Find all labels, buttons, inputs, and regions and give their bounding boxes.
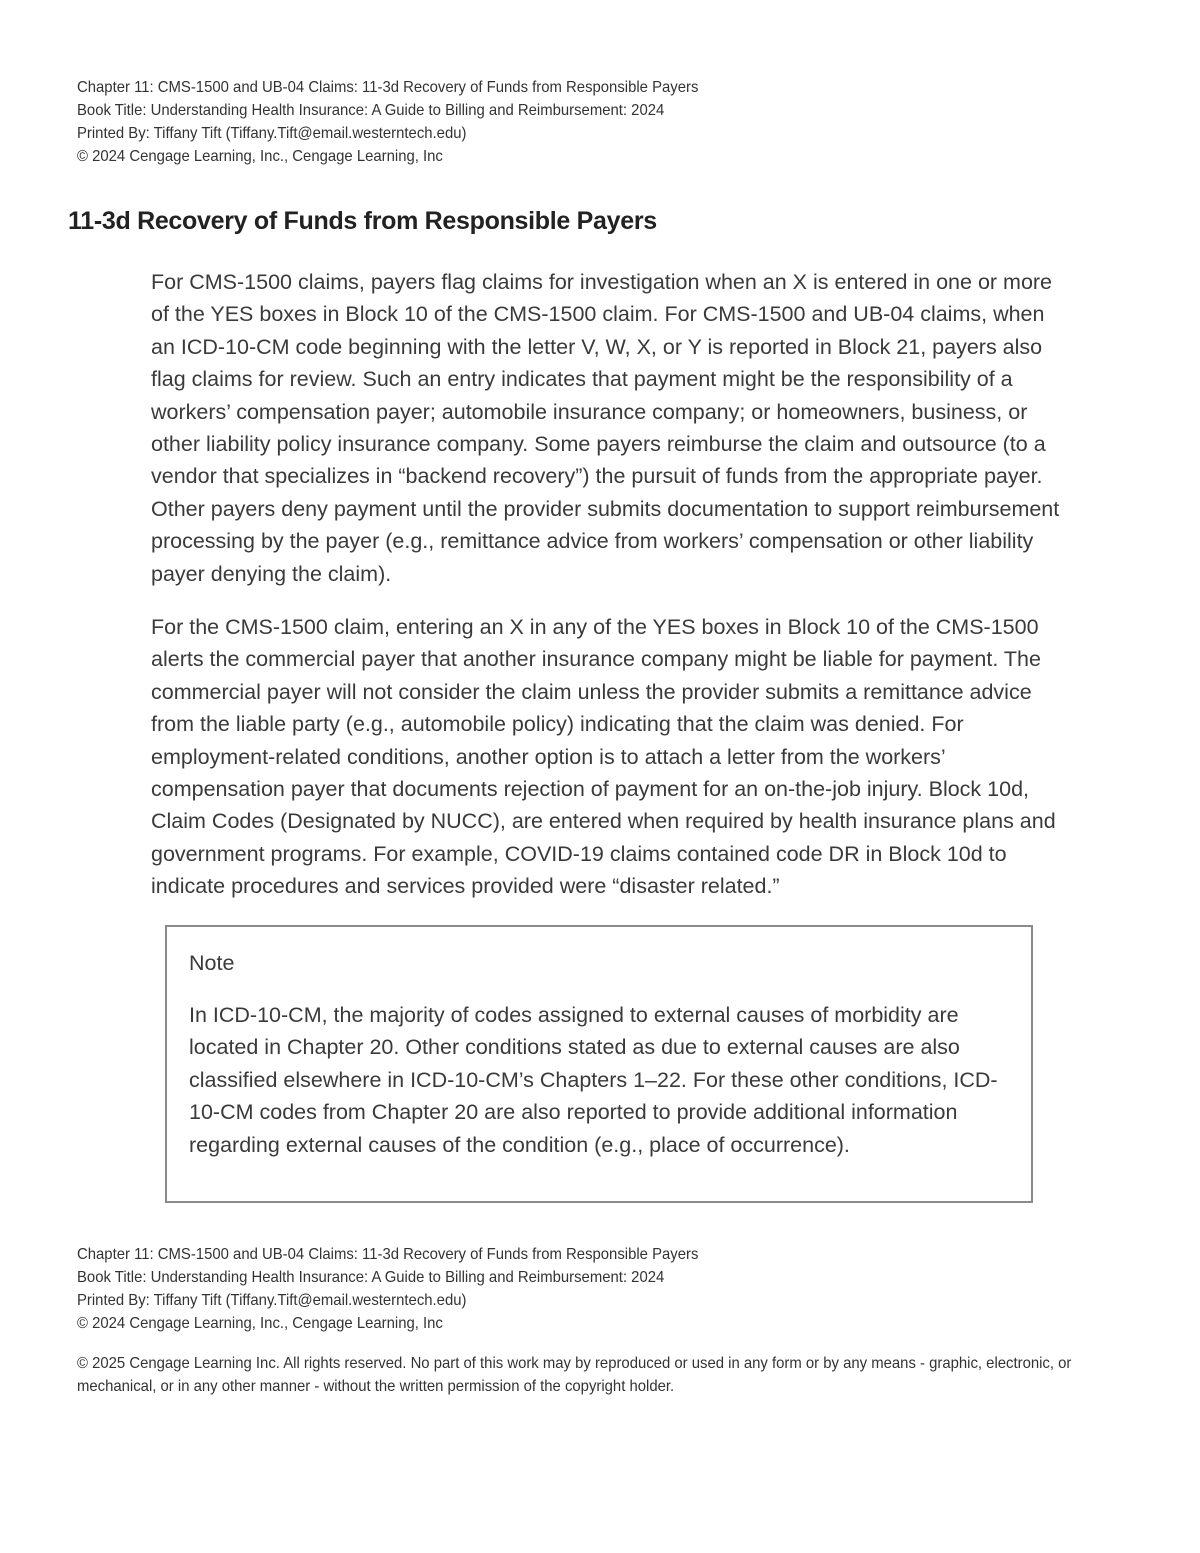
footer-chapter-line: Chapter 11: CMS-1500 and UB-04 Claims: 11-3d Recovery of Funds from Responsible Payers xyxy=(77,1246,699,1263)
body-paragraph-2: For the CMS-1500 claim, entering an X in any of the YES boxes in Block 10 of the CMS-1500 alerts the commercial payer that another insurance company might be liable for payment. The commercial payer will not consider the claim unless the provider submits a remittance advice from the liable party (e.g., automobile policy) indicating that the claim was denied. For employment-related conditions, another option is to attach a letter from the workers’ compensation payer that documents rejection of payment for an on-the-job injury. Block 10d, Claim Codes (Designated by NUCC), are entered when required by health insurance plans and government programs. For example, COVID-19 claims contained code DR in Block 10d to indicate procedures and services provided were “disaster related.” xyxy=(151,615,1056,899)
body-paragraph-1: For CMS-1500 claims, payers flag claims for investigation when an X is entered in one or more of the YES boxes in Block 10 of the CMS-1500 claim. For CMS-1500 and UB-04 claims, when an ICD-10-CM code beginning with the letter V, W, X, or Y is reported in Block 21, payers also flag claims for review. Such an entry indicates that payment might be the responsibility of a workers’ compensation payer; automobile insurance company; or homeowners, business, or other liability policy insurance company. Some payers reimburse the claim and outsource (to a vendor that specializes in “backend recovery”) the pursuit of funds from the appropriate payer. Other payers deny payment until the provider submits documentation to support reimbursement processing by the payer (e.g., remittance advice from workers’ compensation or other liability payer denying the claim). xyxy=(151,270,1060,586)
header-metadata xyxy=(77,76,698,168)
footer-book-title-line: Book Title: Understanding Health Insurance: A Guide to Billing and Reimbursement: 2024 xyxy=(77,1269,665,1286)
header-printed-by-line: Printed By: Tiffany Tift (Tiffany.Tift@email.westerntech.edu) xyxy=(77,125,467,142)
header-book-title-line: Book Title: Understanding Health Insurance: A Guide to Billing and Reimbursement: 2024 xyxy=(77,102,665,119)
footer-metadata xyxy=(77,1243,698,1335)
header-chapter-line: Chapter 11: CMS-1500 and UB-04 Claims: 11-3d Recovery of Funds from Responsible Payers xyxy=(77,79,699,96)
footer-copyright-line: © 2024 Cengage Learning, Inc., Cengage Learning, Inc xyxy=(77,1315,443,1332)
header-copyright-line: © 2024 Cengage Learning, Inc., Cengage Learning, Inc xyxy=(77,148,443,165)
note-box xyxy=(165,925,1033,1203)
footer-printed-by-line: Printed By: Tiffany Tift (Tiffany.Tift@email.westerntech.edu) xyxy=(77,1292,467,1309)
note-text: In ICD-10-CM, the majority of codes assigned to external causes of morbidity are located in Chapter 20. Other conditions stated as due to external causes are also classified elsewhere in ICD-10-CM’s Chapters 1–22. For these other conditions, ICD-10-CM codes from Chapter 20 are also reported to provide additional information regarding external causes of the condition (e.g., place of occurrence). xyxy=(189,1003,998,1157)
note-title: Note xyxy=(189,951,235,975)
section-title: 11-3d Recovery of Funds from Responsible Payers xyxy=(68,207,657,235)
copyright-notice: © 2025 Cengage Learning Inc. All rights reserved. No part of this work may by reproduced or used in any form or by any means - graphic, electronic, or mechanical, or in any other manner - without the written permission of the copyright holder. xyxy=(77,1355,1072,1395)
